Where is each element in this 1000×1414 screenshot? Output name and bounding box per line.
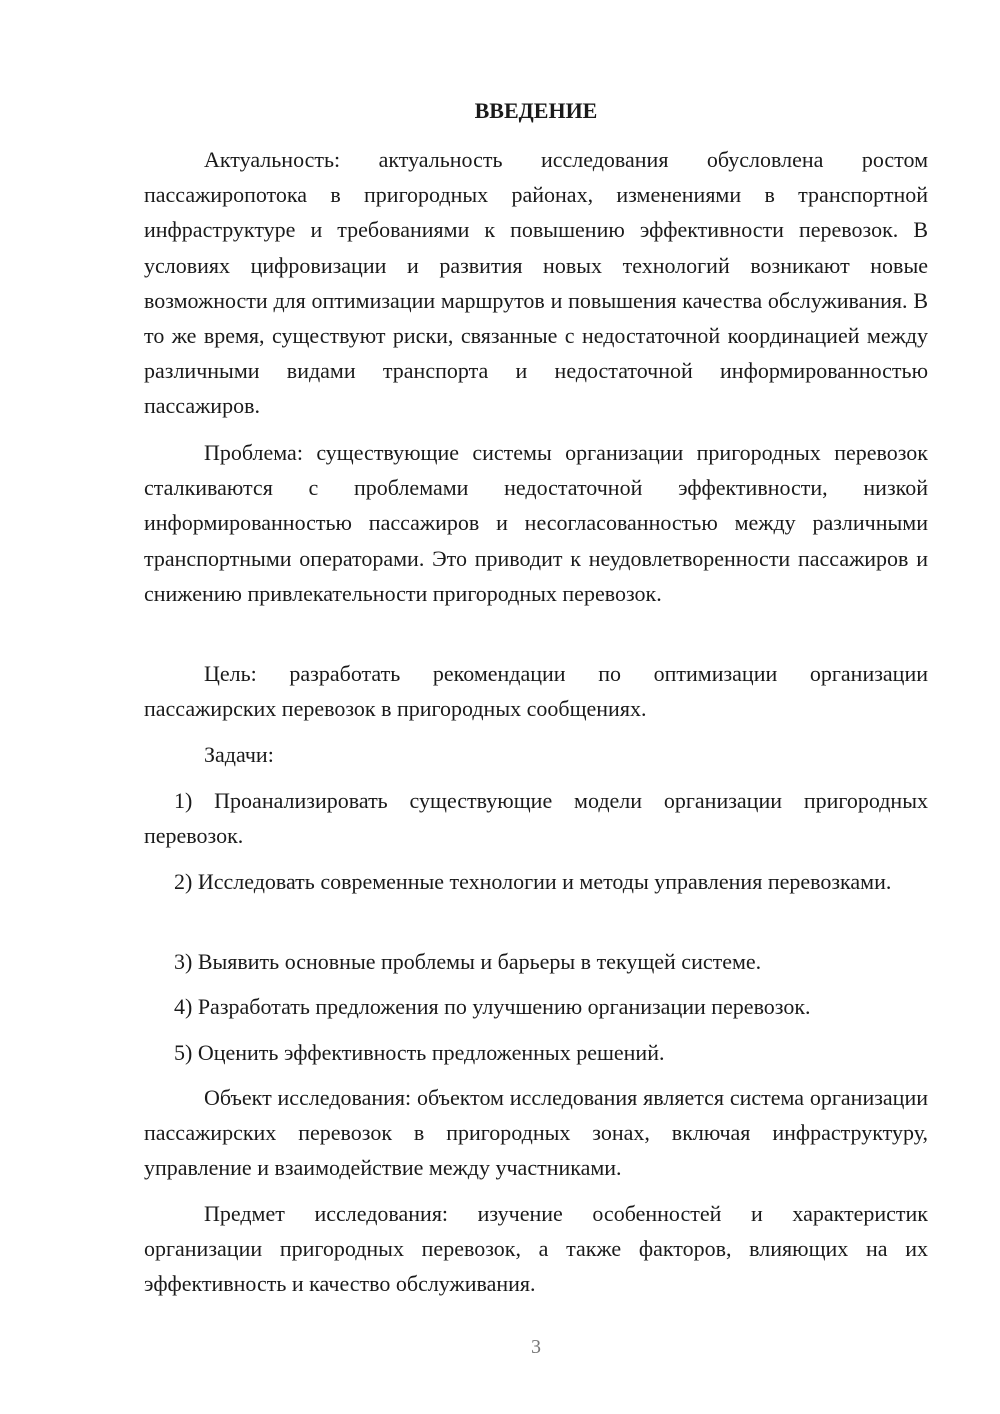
- list-item-task-1: 1) Проанализировать существующие модели организации пригородных перевозок.: [144, 788, 928, 849]
- list-item-task-5: 5) Оценить эффективность предложенных решений.: [174, 1040, 665, 1065]
- paragraph-subject: Предмет исследования: изучение особенностей и характеристик организации пригородных перевозок, а также факторов, влияющих на их эффективность и качество обслуживания.: [144, 1201, 928, 1297]
- tasks-label: Задачи:: [204, 742, 274, 767]
- list-item-task-2: 2) Исследовать современные технологии и методы управления перевозками.: [174, 869, 892, 894]
- paragraph-problem: Проблема: существующие системы организации пригородных перевозок сталкиваются с проблемами недостаточной эффективности, низкой информированностью пассажиров и несогласованностью между различными транспортными операторами. Это приводит к неудовлетворенности пассажиров и снижению привлекательности пригородных перевозок.: [144, 440, 928, 606]
- page-number: 3: [531, 1336, 541, 1358]
- page-title: ВВЕДЕНИЕ: [474, 98, 598, 123]
- document-page: [144, 0, 928, 1414]
- paragraph-object: Объект исследования: объектом исследования является система организации пассажирских перевозок в пригородных зонах, включая инфраструктуру, управление и взаимодействие между участниками.: [144, 1085, 928, 1181]
- paragraph-relevance: Актуальность: актуальность исследования обусловлена ростом пассажиропотока в пригородных районах, изменениями в транспортной инфраструктуре и требованиями к повышению эффективности перевозок. В условиях цифровизации и развития новых технологий возникают новые возможности для оптимизации маршрутов и повышения качества обслуживания. В то же время, существуют риски, связанные с недостаточной координацией между различными видами транспорта и недостаточной информированностью пассажиров.: [144, 147, 928, 419]
- list-item-task-4: 4) Разработать предложения по улучшению организации перевозок.: [174, 994, 811, 1019]
- list-item-task-3: 3) Выявить основные проблемы и барьеры в текущей системе.: [174, 949, 762, 974]
- paragraph-goal: Цель: разработать рекомендации по оптимизации организации пассажирских перевозок в пригородных сообщениях.: [144, 661, 928, 722]
